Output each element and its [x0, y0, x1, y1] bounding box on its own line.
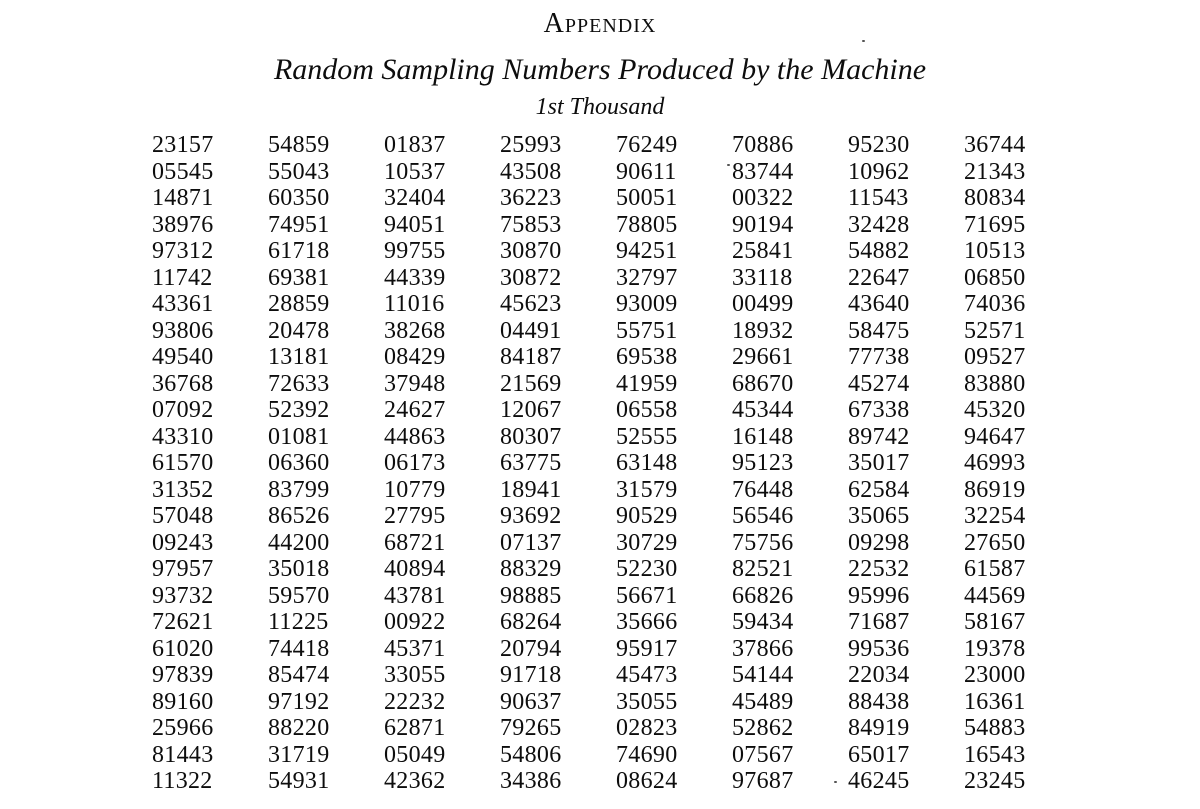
table-row [152, 503, 1052, 530]
number-cell: 85474 [268, 662, 330, 688]
table-row [152, 185, 1052, 212]
table-row [152, 609, 1052, 636]
number-cell: 69381 [268, 264, 330, 291]
number-cell: 05049 [384, 741, 446, 768]
number-cell: 43781 [384, 582, 446, 609]
number-cell: 30729 [616, 529, 678, 556]
number-cell: 52392 [268, 397, 330, 423]
random-numbers-table [152, 132, 1052, 795]
number-cell: 70886 [732, 132, 794, 158]
number-cell: 10779 [384, 476, 446, 503]
number-cell: 88438 [848, 688, 910, 715]
number-cell: 27795 [384, 503, 446, 529]
number-cell: 94051 [384, 211, 446, 238]
number-cell: 22647 [848, 264, 910, 291]
number-cell: 36744 [964, 132, 1026, 158]
number-cell: 14871 [152, 185, 214, 211]
number-cell: 52571 [964, 317, 1026, 344]
number-cell: 40894 [384, 556, 446, 582]
number-cell: 10962 [848, 158, 910, 185]
number-cell: 90637 [500, 688, 562, 715]
number-cell: 01081 [268, 423, 330, 450]
number-cell: 45623 [500, 291, 562, 317]
number-cell: 16361 [964, 688, 1026, 715]
number-cell: 36768 [152, 370, 214, 397]
number-cell: 09298 [848, 529, 910, 556]
table-row [152, 530, 1052, 557]
number-cell: 37866 [732, 635, 794, 662]
number-cell: 83799 [268, 476, 330, 503]
table-row [152, 742, 1052, 769]
number-cell: 22232 [384, 688, 446, 715]
number-cell: 46993 [964, 450, 1026, 476]
number-cell: 44863 [384, 423, 446, 450]
number-cell: 19378 [964, 635, 1026, 662]
number-cell: 86919 [964, 476, 1026, 503]
number-cell: 97687 [732, 768, 794, 794]
number-cell: 99536 [848, 635, 910, 662]
number-cell: 24627 [384, 397, 446, 423]
number-cell: 25993 [500, 132, 562, 158]
number-cell: 62584 [848, 476, 910, 503]
number-cell: 43640 [848, 291, 910, 317]
table-row [152, 159, 1052, 186]
number-cell: 72621 [152, 609, 214, 635]
number-cell: 78805 [616, 211, 678, 238]
number-cell: 91718 [500, 662, 562, 688]
number-cell: 74036 [964, 291, 1026, 317]
number-cell: 23000 [964, 662, 1026, 688]
number-cell: 98885 [500, 582, 562, 609]
number-cell: 45320 [964, 397, 1026, 423]
number-cell: 90611 [616, 158, 677, 185]
number-cell: 63148 [616, 450, 678, 476]
number-cell: 79265 [500, 715, 562, 741]
number-cell: 30872 [500, 264, 562, 291]
number-cell: 54882 [848, 238, 910, 264]
number-cell: 23157 [152, 132, 214, 158]
number-cell: 54883 [964, 715, 1026, 741]
number-cell: 59570 [268, 582, 330, 609]
number-cell: 08429 [384, 344, 446, 370]
number-cell: 66826 [732, 582, 794, 609]
number-cell: 56546 [732, 503, 794, 529]
number-cell: 25841 [732, 238, 794, 264]
number-cell: 94647 [964, 423, 1026, 450]
number-cell: 93732 [152, 582, 214, 609]
number-cell: 76249 [616, 132, 678, 158]
section-subtitle: 1st Thousand [535, 94, 665, 120]
number-cell: 12067 [500, 397, 562, 423]
number-cell: 84187 [500, 344, 562, 370]
number-cell: 77738 [848, 344, 910, 370]
number-cell: 35055 [616, 688, 678, 715]
number-cell: 52230 [616, 556, 678, 582]
number-cell: 54144 [732, 662, 794, 688]
number-cell: 94251 [616, 238, 678, 264]
number-cell: 80307 [500, 423, 562, 450]
number-cell: 16148 [732, 423, 794, 450]
number-cell: 97192 [268, 688, 330, 715]
number-cell: 38976 [152, 211, 214, 238]
number-cell: 50051 [616, 185, 678, 211]
number-cell: 18941 [500, 476, 562, 503]
number-cell: 07092 [152, 397, 214, 423]
number-cell: 43310 [152, 423, 214, 450]
table-row [152, 689, 1052, 716]
number-cell: 90529 [616, 503, 678, 529]
number-cell: 11543 [848, 185, 909, 211]
number-cell: 32428 [848, 211, 910, 238]
number-cell: 74418 [268, 635, 330, 662]
number-cell: 35065 [848, 503, 910, 529]
number-cell: 71687 [848, 609, 910, 635]
number-cell: 93692 [500, 503, 562, 529]
number-cell: 25966 [152, 715, 214, 741]
number-cell: 56671 [616, 582, 678, 609]
number-cell: 09527 [964, 344, 1026, 370]
number-cell: 16543 [964, 741, 1026, 768]
number-cell: 11225 [268, 609, 329, 635]
table-row [152, 715, 1052, 742]
print-speck [727, 164, 730, 166]
number-cell: 45489 [732, 688, 794, 715]
number-cell: 06360 [268, 450, 330, 476]
number-cell: 93806 [152, 317, 214, 344]
number-cell: 13181 [268, 344, 330, 370]
table-row [152, 477, 1052, 504]
table-row [152, 344, 1052, 371]
number-cell: 68264 [500, 609, 562, 635]
number-cell: 41959 [616, 370, 678, 397]
number-cell: 45274 [848, 370, 910, 397]
number-cell: 00322 [732, 185, 794, 211]
appendix-heading: Appendix [543, 8, 657, 39]
number-cell: 86526 [268, 503, 330, 529]
number-cell: 49540 [152, 344, 214, 370]
number-cell: 22034 [848, 662, 910, 688]
table-row [152, 132, 1052, 159]
number-cell: 93009 [616, 291, 678, 317]
number-cell: 88220 [268, 715, 330, 741]
number-cell: 62871 [384, 715, 446, 741]
number-cell: 20794 [500, 635, 562, 662]
number-cell: 95230 [848, 132, 910, 158]
number-cell: 38268 [384, 317, 446, 344]
number-cell: 76448 [732, 476, 794, 503]
number-cell: 83744 [732, 158, 794, 185]
print-speck [834, 781, 837, 783]
number-cell: 68721 [384, 529, 446, 556]
number-cell: 54931 [268, 768, 330, 794]
number-cell: 82521 [732, 556, 794, 582]
number-cell: 06850 [964, 264, 1026, 291]
number-cell: 31352 [152, 476, 214, 503]
number-cell: 08624 [616, 768, 678, 794]
number-cell: 61587 [964, 556, 1026, 582]
number-cell: 81443 [152, 741, 214, 768]
number-cell: 75853 [500, 211, 562, 238]
table-row [152, 583, 1052, 610]
number-cell: 97839 [152, 662, 214, 688]
number-cell: 11742 [152, 264, 213, 291]
number-cell: 52862 [732, 715, 794, 741]
number-cell: 83880 [964, 370, 1026, 397]
number-cell: 04491 [500, 317, 562, 344]
number-cell: 23245 [964, 768, 1026, 794]
number-cell: 22532 [848, 556, 910, 582]
number-cell: 45371 [384, 635, 446, 662]
number-cell: 71695 [964, 211, 1026, 238]
number-cell: 11322 [152, 768, 213, 794]
number-cell: 33118 [732, 264, 793, 291]
number-cell: 06558 [616, 397, 678, 423]
number-cell: 44569 [964, 582, 1026, 609]
table-row [152, 424, 1052, 451]
number-cell: 67338 [848, 397, 910, 423]
number-cell: 21569 [500, 370, 562, 397]
number-cell: 10513 [964, 238, 1026, 264]
number-cell: 20478 [268, 317, 330, 344]
table-row [152, 238, 1052, 265]
number-cell: 30870 [500, 238, 562, 264]
number-cell: 97957 [152, 556, 214, 582]
number-cell: 35666 [616, 609, 678, 635]
number-cell: 72633 [268, 370, 330, 397]
table-row [152, 768, 1052, 795]
number-cell: 74951 [268, 211, 330, 238]
number-cell: 05545 [152, 158, 214, 185]
number-cell: 61570 [152, 450, 214, 476]
number-cell: 43361 [152, 291, 214, 317]
number-cell: 45473 [616, 662, 678, 688]
number-cell: 36223 [500, 185, 562, 211]
number-cell: 80834 [964, 185, 1026, 211]
number-cell: 35017 [848, 450, 910, 476]
number-cell: 88329 [500, 556, 562, 582]
number-cell: 61020 [152, 635, 214, 662]
number-cell: 99755 [384, 238, 446, 264]
number-cell: 43508 [500, 158, 562, 185]
number-cell: 07137 [500, 529, 562, 556]
number-cell: 68670 [732, 370, 794, 397]
table-row [152, 265, 1052, 292]
number-cell: 18932 [732, 317, 794, 344]
number-cell: 07567 [732, 741, 794, 768]
number-cell: 06173 [384, 450, 446, 476]
number-cell: 57048 [152, 503, 214, 529]
number-cell: 11016 [384, 291, 445, 317]
number-cell: 31579 [616, 476, 678, 503]
number-cell: 90194 [732, 211, 794, 238]
table-row [152, 397, 1052, 424]
table-row [152, 556, 1052, 583]
number-cell: 44200 [268, 529, 330, 556]
number-cell: 02823 [616, 715, 678, 741]
table-row [152, 662, 1052, 689]
number-cell: 31719 [268, 741, 330, 768]
number-cell: 29661 [732, 344, 794, 370]
number-cell: 75756 [732, 529, 794, 556]
number-cell: 89160 [152, 688, 214, 715]
number-cell: 95917 [616, 635, 678, 662]
number-cell: 35018 [268, 556, 330, 582]
number-cell: 95123 [732, 450, 794, 476]
number-cell: 58475 [848, 317, 910, 344]
number-cell: 97312 [152, 238, 214, 264]
number-cell: 63775 [500, 450, 562, 476]
number-cell: 89742 [848, 423, 910, 450]
number-cell: 55043 [268, 158, 330, 185]
number-cell: 65017 [848, 741, 910, 768]
number-cell: 32797 [616, 264, 678, 291]
number-cell: 27650 [964, 529, 1026, 556]
number-cell: 28859 [268, 291, 330, 317]
number-cell: 00922 [384, 609, 446, 635]
number-cell: 09243 [152, 529, 214, 556]
page-title: Random Sampling Numbers Produced by the Machine [273, 53, 927, 86]
number-cell: 32404 [384, 185, 446, 211]
number-cell: 10537 [384, 158, 446, 185]
number-cell: 00499 [732, 291, 794, 317]
number-cell: 84919 [848, 715, 910, 741]
number-cell: 44339 [384, 264, 446, 291]
table-row [152, 371, 1052, 398]
number-cell: 74690 [616, 741, 678, 768]
number-cell: 60350 [268, 185, 330, 211]
table-row [152, 212, 1052, 239]
table-row [152, 636, 1052, 663]
number-cell: 58167 [964, 609, 1026, 635]
number-cell: 42362 [384, 768, 446, 794]
table-row [152, 291, 1052, 318]
number-cell: 33055 [384, 662, 446, 688]
number-cell: 21343 [964, 158, 1026, 185]
number-cell: 61718 [268, 238, 330, 264]
number-cell: 59434 [732, 609, 794, 635]
number-cell: 34386 [500, 768, 562, 794]
table-row [152, 450, 1052, 477]
number-cell: 32254 [964, 503, 1026, 529]
number-cell: 54859 [268, 132, 330, 158]
table-row [152, 318, 1052, 345]
number-cell: 45344 [732, 397, 794, 423]
number-cell: 95996 [848, 582, 910, 609]
print-speck [862, 40, 865, 42]
number-cell: 52555 [616, 423, 678, 450]
number-cell: 37948 [384, 370, 446, 397]
number-cell: 54806 [500, 741, 562, 768]
number-cell: 55751 [616, 317, 678, 344]
number-cell: 69538 [616, 344, 678, 370]
number-cell: 46245 [848, 768, 910, 794]
number-cell: 01837 [384, 132, 446, 158]
